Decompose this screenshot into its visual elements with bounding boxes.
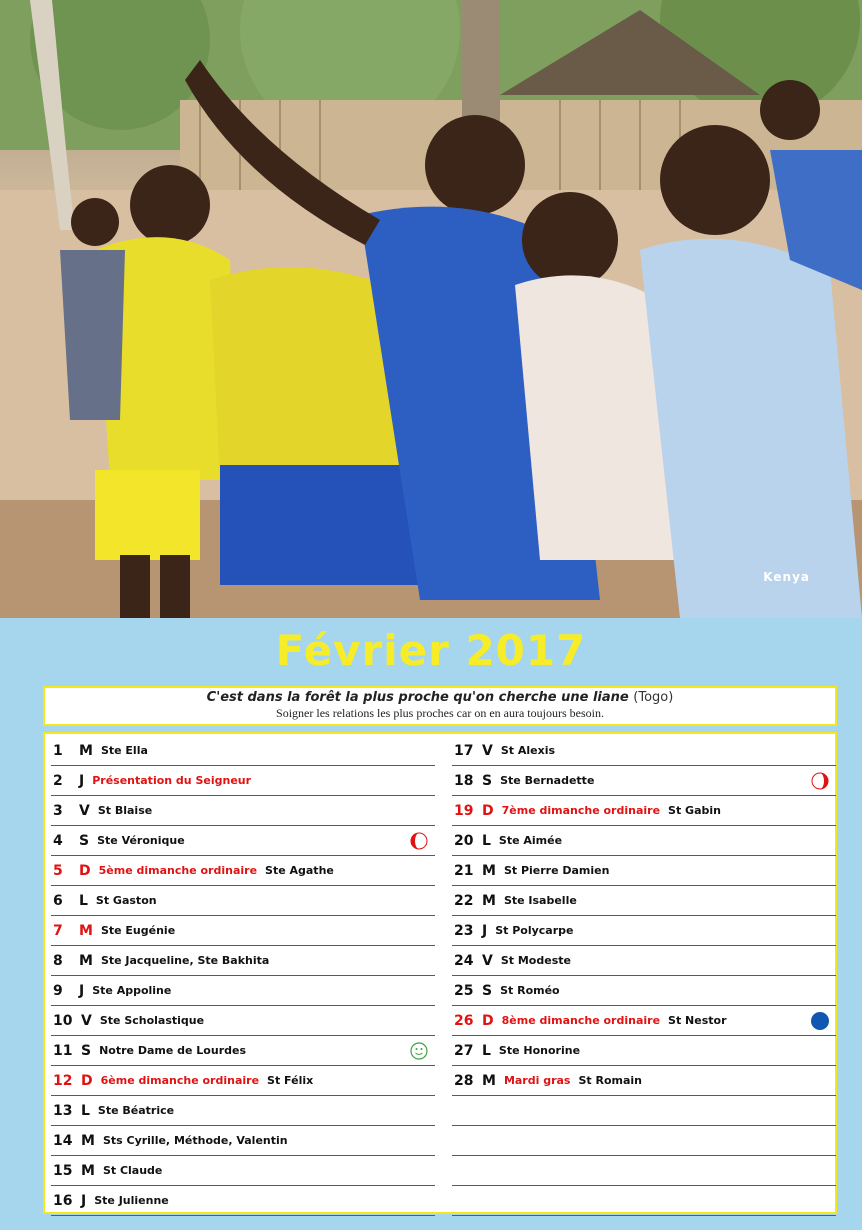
day-number: 13 — [53, 1102, 73, 1119]
day-number: 2 — [53, 772, 63, 789]
day-row — [51, 736, 435, 766]
day-number: 17 — [454, 742, 474, 759]
proverb-meaning: Soigner les relations les plus proches car on en aura toujours besoin. — [276, 706, 604, 720]
day-row — [452, 1006, 836, 1036]
days-column-right — [452, 736, 836, 1216]
day-number: 20 — [454, 832, 474, 849]
weekday-letter: S — [79, 832, 90, 849]
day-number: 4 — [53, 832, 63, 849]
day-number: 16 — [53, 1192, 73, 1209]
day-row — [452, 1066, 836, 1096]
day-row — [51, 796, 435, 826]
saint-name: Ste Jacqueline, Ste Bakhita — [100, 954, 270, 967]
first-quarter-moon-icon — [409, 831, 429, 851]
saint-name: Ste Honorine — [498, 1044, 581, 1057]
weekday-letter: D — [482, 1012, 494, 1029]
weekday-letter: L — [79, 892, 88, 909]
empty-day-row — [452, 1186, 836, 1216]
saint-name: St Pierre Damien — [503, 864, 610, 877]
weekday-letter: L — [482, 1042, 491, 1059]
weekday-letter: S — [81, 1042, 92, 1059]
saint-name: St Gaston — [95, 894, 157, 907]
liturgical-day: 8ème dimanche ordinaire — [501, 1014, 661, 1027]
saint-name: Ste Aimée — [498, 834, 563, 847]
day-number: 12 — [53, 1072, 73, 1089]
proverb-origin: (Togo) — [633, 690, 674, 705]
saint-name: Notre Dame de Lourdes — [99, 1044, 247, 1057]
day-row — [51, 1096, 435, 1126]
day-number: 28 — [454, 1072, 474, 1089]
weekday-letter: V — [482, 742, 493, 759]
day-number: 3 — [53, 802, 63, 819]
day-row — [452, 766, 836, 796]
liturgical-day: Présentation du Seigneur — [92, 774, 252, 787]
saint-name: Ste Bernadette — [500, 774, 595, 787]
day-row — [51, 1186, 435, 1216]
day-row — [51, 886, 435, 916]
day-number: 25 — [454, 982, 474, 999]
weekday-letter: M — [482, 1072, 496, 1089]
day-number: 19 — [454, 802, 474, 819]
weekday-letter: S — [482, 772, 493, 789]
day-number: 9 — [53, 982, 63, 999]
weekday-letter: M — [79, 742, 93, 759]
flower-bouquet-icon — [797, 1226, 862, 1230]
saint-name: Ste Isabelle — [503, 894, 577, 907]
day-row — [51, 976, 435, 1006]
saint-name: St Félix — [267, 1074, 314, 1087]
day-row — [51, 946, 435, 976]
day-row — [452, 946, 836, 976]
saint-name: Ste Appoline — [92, 984, 172, 997]
weekday-letter: M — [482, 862, 496, 879]
empty-day-row — [452, 1156, 836, 1186]
proverb-box — [43, 686, 837, 726]
saint-name: Sts Cyrille, Méthode, Valentin — [102, 1134, 288, 1147]
weekday-letter: V — [482, 952, 493, 969]
weekday-letter: V — [81, 1012, 92, 1029]
last-quarter-moon-icon — [810, 771, 830, 791]
saint-name: St Blaise — [97, 804, 153, 817]
day-row — [452, 826, 836, 856]
weekday-letter: J — [79, 982, 85, 999]
day-row — [452, 1036, 836, 1066]
saint-name: Ste Eugénie — [100, 924, 176, 937]
day-row — [452, 856, 836, 886]
day-row — [51, 1156, 435, 1186]
month-title: Février 2017 — [275, 626, 587, 675]
saint-name: St Claude — [102, 1164, 163, 1177]
saint-name: St Nestor — [668, 1014, 727, 1027]
weekday-letter: M — [482, 892, 496, 909]
day-number: 15 — [53, 1162, 73, 1179]
day-number: 24 — [454, 952, 474, 969]
saint-name: Ste Scholastique — [99, 1014, 205, 1027]
saint-name: St Modeste — [500, 954, 571, 967]
day-row — [51, 826, 435, 856]
saint-name: St Alexis — [500, 744, 556, 757]
day-number: 6 — [53, 892, 63, 909]
day-number: 5 — [53, 862, 63, 879]
day-row — [452, 796, 836, 826]
day-number: 8 — [53, 952, 63, 969]
saint-name: St Romain — [578, 1074, 643, 1087]
saint-name: Ste Véronique — [97, 834, 185, 847]
weekday-letter: J — [81, 1192, 87, 1209]
day-number: 23 — [454, 922, 474, 939]
day-number: 14 — [53, 1132, 73, 1149]
photo-caption: Kenya — [763, 570, 810, 584]
day-row — [51, 1126, 435, 1156]
weekday-letter: D — [482, 802, 494, 819]
day-row — [51, 1066, 435, 1096]
day-row — [452, 916, 836, 946]
saint-name: St Polycarpe — [495, 924, 574, 937]
day-row — [452, 886, 836, 916]
day-row — [51, 766, 435, 796]
saint-name: St Gabin — [668, 804, 721, 817]
liturgical-day: 5ème dimanche ordinaire — [98, 864, 258, 877]
day-number: 7 — [53, 922, 63, 939]
empty-day-row — [452, 1126, 836, 1156]
day-number: 10 — [53, 1012, 73, 1029]
saint-name: St Roméo — [500, 984, 560, 997]
proverb-line — [45, 690, 835, 705]
weekday-letter: J — [482, 922, 488, 939]
empty-day-row — [452, 1096, 836, 1126]
days-grid — [43, 732, 837, 1214]
weekday-letter: L — [81, 1102, 90, 1119]
liturgical-day: 7ème dimanche ordinaire — [501, 804, 661, 817]
weekday-letter: M — [81, 1162, 95, 1179]
weekday-letter: M — [81, 1132, 95, 1149]
day-number: 11 — [53, 1042, 73, 1059]
weekday-letter: D — [79, 862, 91, 879]
day-number: 21 — [454, 862, 474, 879]
day-number: 22 — [454, 892, 474, 909]
weekday-letter: D — [81, 1072, 93, 1089]
saint-name: Ste Béatrice — [97, 1104, 175, 1117]
weekday-letter: L — [482, 832, 491, 849]
calendar-panel — [0, 618, 862, 1230]
saint-name: Ste Julienne — [94, 1194, 169, 1207]
new-moon-icon — [810, 1011, 830, 1031]
day-row — [51, 1036, 435, 1066]
saint-name: Ste Ella — [100, 744, 148, 757]
day-row — [51, 916, 435, 946]
days-column-left — [51, 736, 435, 1216]
weekday-letter: V — [79, 802, 90, 819]
day-number: 1 — [53, 742, 63, 759]
weekday-letter: J — [79, 772, 85, 789]
full-moon-icon — [409, 1041, 429, 1061]
liturgical-day: Mardi gras — [503, 1074, 571, 1087]
day-number: 27 — [454, 1042, 474, 1059]
saint-name: Ste Agathe — [265, 864, 334, 877]
day-row — [51, 856, 435, 886]
day-number: 18 — [454, 772, 474, 789]
weekday-letter: M — [79, 952, 93, 969]
weekday-letter: S — [482, 982, 493, 999]
day-row — [51, 1006, 435, 1036]
day-number: 26 — [454, 1012, 474, 1029]
weekday-letter: M — [79, 922, 93, 939]
liturgical-day: 6ème dimanche ordinaire — [100, 1074, 260, 1087]
day-row — [452, 976, 836, 1006]
day-row — [452, 736, 836, 766]
proverb-text: C'est dans la forêt la plus proche qu'on cherche une liane — [206, 690, 629, 705]
